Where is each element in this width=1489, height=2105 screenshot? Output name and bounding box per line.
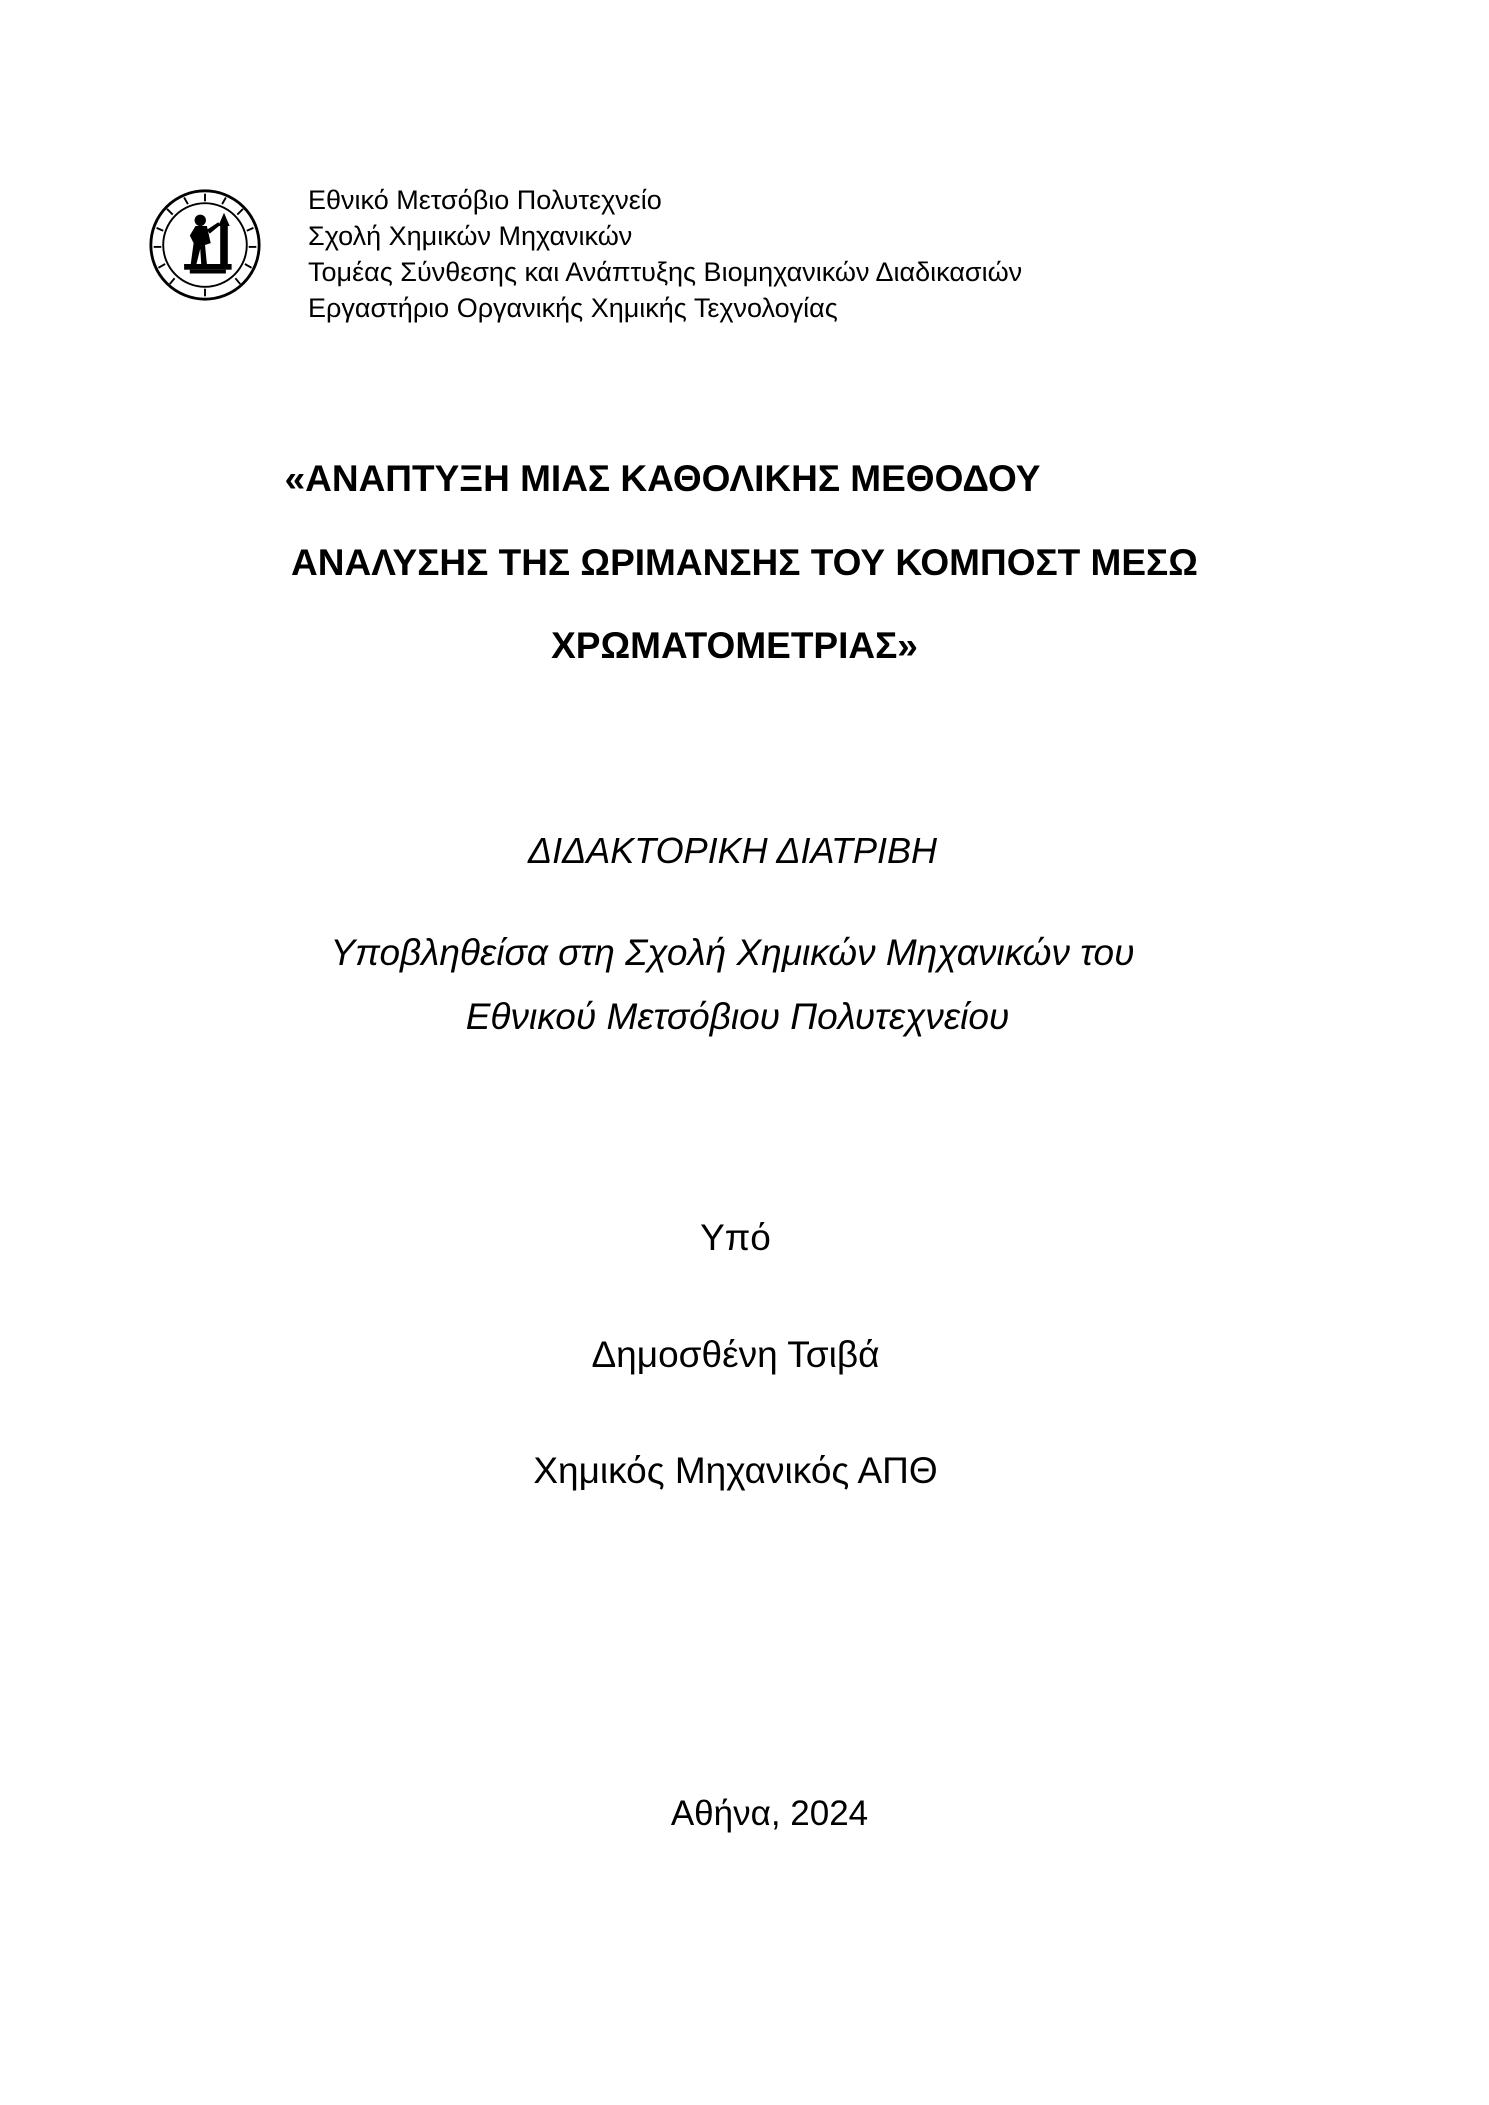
institution-laboratory: Εργαστήριο Οργανικής Χημικής Τεχνολογίας (308, 293, 838, 323)
thesis-title-line-2: ΑΝΑΛΥΣΗΣ ΤΗΣ ΩΡΙΜΑΝΣΗΣ ΤΟΥ ΚΟΜΠΟΣΤ ΜΕΣΩ (291, 542, 1198, 583)
author-name: Δημοσθένη Τσιβά (591, 1334, 880, 1375)
thesis-title-line-3: ΧΡΩΜΑΤΟΜΕΤΡΙΑΣ» (551, 625, 918, 666)
by-label: Υπό (700, 1217, 771, 1258)
submission-line-2: Εθνικού Μετσόβιου Πολυτεχνείου (465, 996, 1010, 1037)
thesis-title-line-1: «ΑΝΑΠΤΥΞΗ ΜΙΑΣ ΚΑΘΟΛΙΚΗΣ ΜΕΘΟΔΟΥ (284, 458, 1041, 499)
institution-university: Εθνικό Μετσόβιο Πολυτεχνείο (308, 185, 662, 215)
institution-sector: Τομέας Σύνθεσης και Ανάπτυξης Βιομηχανικών Διαδικασιών (308, 257, 1023, 287)
institution-school: Σχολή Χημικών Μηχανικών (308, 221, 633, 251)
ntua-seal-logo (148, 188, 262, 302)
thesis-type: ΔΙΔΑΚΤΟΡΙΚΗ ΔΙΑΤΡΙΒΗ (527, 830, 938, 871)
author-degree: Χημικός Μηχανικός ΑΠΘ (533, 1450, 938, 1491)
submission-line-1: Υποβληθείσα στη Σχολή Χημικών Μηχανικών του (330, 932, 1135, 973)
institution-block (308, 182, 1022, 326)
place-and-year: Αθήνα, 2024 (670, 1794, 869, 1833)
